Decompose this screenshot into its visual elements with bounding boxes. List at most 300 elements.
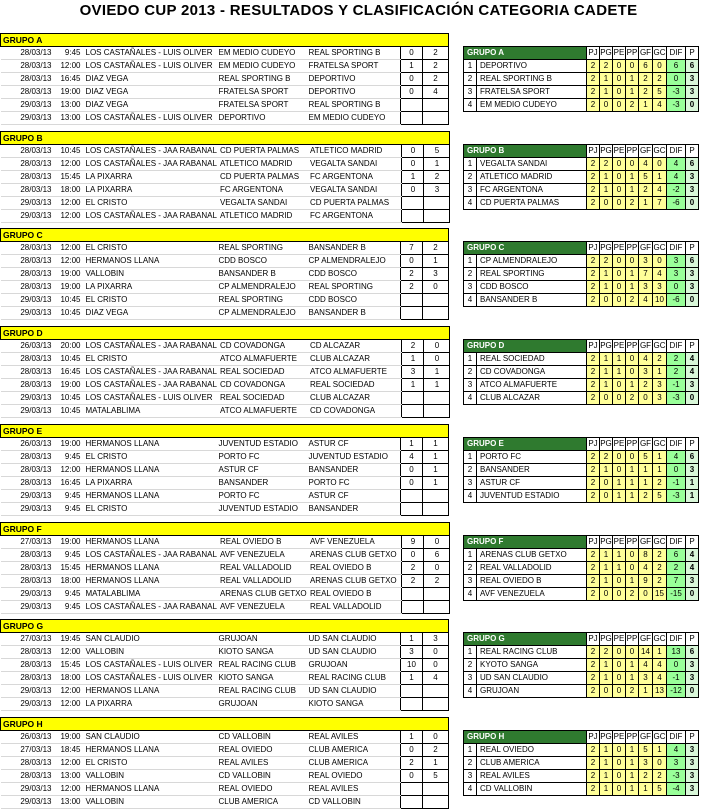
- away-score: 0: [423, 281, 449, 294]
- away-team: ASTUR CF: [306, 437, 401, 450]
- away-score: [423, 502, 449, 515]
- match-row: [1, 73, 449, 86]
- stat-pp: 1: [626, 672, 639, 685]
- home-score: 3: [401, 646, 423, 659]
- stat-dif: -3: [667, 99, 686, 112]
- stat-pj: 2: [587, 366, 600, 379]
- match-time: 15:45: [55, 170, 83, 183]
- stat-header: P: [686, 535, 699, 548]
- away-team: REAL RACING CLUB: [306, 672, 401, 685]
- standing-team: DEPORTIVO: [477, 60, 587, 73]
- match-row: [1, 463, 449, 476]
- home-score: 1: [402, 170, 424, 183]
- home-score: 1: [401, 730, 423, 743]
- match-time: 20:00: [55, 340, 83, 353]
- match-date: 28/03/13: [1, 183, 55, 196]
- stat-gc: 2: [653, 353, 667, 366]
- stat-pj: 2: [587, 255, 600, 268]
- stat-pp: 0: [626, 255, 639, 268]
- stat-header: PG: [600, 633, 613, 646]
- match-row: [1, 281, 449, 294]
- stat-p: 3: [686, 574, 699, 587]
- stat-header: PG: [600, 340, 613, 353]
- stat-gc: 1: [653, 170, 667, 183]
- standing-rank: 1: [464, 450, 477, 463]
- away-score: 0: [423, 659, 449, 672]
- match-date: 26/03/13: [1, 437, 55, 450]
- stat-gc: 5: [653, 782, 667, 795]
- stat-pe: 0: [613, 281, 626, 294]
- stat-pj: 2: [587, 353, 600, 366]
- home-team: GRUJOAN: [216, 633, 306, 646]
- match-date: 26/03/13: [1, 730, 55, 743]
- standing-row: [464, 587, 699, 600]
- stat-pp: 1: [626, 86, 639, 99]
- stat-dif: -3: [667, 489, 686, 502]
- away-team: ATLETICO MADRID: [307, 144, 402, 157]
- away-score: 3: [423, 268, 449, 281]
- stat-pe: 0: [613, 587, 626, 600]
- stat-pj: 2: [587, 476, 600, 489]
- group-header: GRUPO E: [1, 424, 449, 437]
- stat-pj: 2: [587, 574, 600, 587]
- match-row: [1, 353, 450, 366]
- stat-p: 1: [686, 476, 699, 489]
- home-team: REAL OVIEDO: [216, 743, 306, 756]
- home-team: CP ALMENDRALEJO: [216, 307, 306, 320]
- stat-header: GC: [653, 535, 667, 548]
- home-team: EM MEDIO CUDEYO: [216, 60, 306, 73]
- away-team: UD SAN CLAUDIO: [306, 633, 401, 646]
- match-row: [1, 574, 450, 587]
- match-row: [1, 366, 450, 379]
- away-score: [423, 99, 449, 112]
- match-venue: SAN CLAUDIO: [83, 730, 216, 743]
- match-table: [0, 131, 450, 223]
- stat-dif: -3: [667, 392, 686, 405]
- match-time: 9:45: [55, 548, 83, 561]
- stat-gf: 1: [639, 476, 653, 489]
- match-venue: HERMANOS LLANA: [83, 782, 216, 795]
- match-date: 29/03/13: [1, 502, 55, 515]
- match-table: [0, 717, 449, 809]
- stat-header: PE: [613, 437, 626, 450]
- standing-row: [464, 99, 699, 112]
- home-team: REAL RACING CLUB: [216, 685, 306, 698]
- stat-dif: 2: [667, 366, 686, 379]
- stat-gc: 2: [653, 769, 667, 782]
- match-time: 9:45: [55, 450, 83, 463]
- standing-row: [464, 685, 699, 698]
- stat-gc: 1: [653, 463, 667, 476]
- home-team: REAL SPORTING: [216, 242, 306, 255]
- stat-gf: 5: [639, 170, 653, 183]
- match-venue: LOS CASTAÑALES - LUIS OLIVER: [83, 47, 216, 60]
- home-score: 9: [402, 535, 424, 548]
- stat-header: GF: [639, 47, 653, 60]
- match-row: [1, 535, 450, 548]
- stat-header: PP: [626, 535, 639, 548]
- stat-dif: -15: [667, 587, 686, 600]
- home-team: REAL AVILES: [216, 756, 306, 769]
- match-venue: HERMANOS LLANA: [83, 437, 216, 450]
- away-team: EM MEDIO CUDEYO: [306, 112, 401, 125]
- stat-pp: 0: [626, 646, 639, 659]
- match-row: [1, 112, 449, 125]
- stat-p: 3: [686, 379, 699, 392]
- stat-gf: 1: [639, 685, 653, 698]
- away-score: 1: [423, 463, 449, 476]
- stat-dif: -2: [667, 183, 686, 196]
- stat-gf: 3: [639, 281, 653, 294]
- stat-header: PP: [626, 144, 639, 157]
- stat-dif: 0: [667, 463, 686, 476]
- stat-gf: 2: [639, 489, 653, 502]
- stat-gc: 2: [653, 476, 667, 489]
- match-time: 12:00: [55, 196, 83, 209]
- home-team: CD COVADONGA: [217, 340, 307, 353]
- standings-group-name: GRUPO C: [464, 242, 587, 255]
- home-score: 2: [401, 281, 423, 294]
- stat-dif: -1: [667, 476, 686, 489]
- stat-p: 6: [686, 255, 699, 268]
- stat-gf: 2: [639, 769, 653, 782]
- standing-rank: 2: [464, 170, 477, 183]
- standing-rank: 2: [464, 463, 477, 476]
- stat-gf: 6: [639, 60, 653, 73]
- match-date: 28/03/13: [1, 366, 55, 379]
- away-score: 2: [423, 242, 449, 255]
- match-row: [1, 437, 449, 450]
- stat-pp: 1: [626, 268, 639, 281]
- match-date: 29/03/13: [1, 587, 55, 600]
- match-date: 29/03/13: [1, 795, 55, 808]
- stat-gc: 5: [653, 489, 667, 502]
- stat-header: PJ: [587, 242, 600, 255]
- stat-pj: 2: [587, 463, 600, 476]
- stat-header: PE: [613, 535, 626, 548]
- home-score: [402, 209, 424, 222]
- standing-team: GRUJOAN: [477, 685, 587, 698]
- stat-pe: 0: [613, 463, 626, 476]
- stat-pe: 0: [613, 756, 626, 769]
- stat-gf: 3: [639, 756, 653, 769]
- stat-gf: 9: [639, 574, 653, 587]
- stat-pe: 0: [613, 574, 626, 587]
- standing-rank: 2: [464, 268, 477, 281]
- stat-header: PE: [613, 242, 626, 255]
- stat-header: GF: [639, 340, 653, 353]
- standing-team: CLUB AMERICA: [477, 756, 587, 769]
- match-date: 28/03/13: [1, 379, 55, 392]
- away-team: UD SAN CLAUDIO: [306, 646, 401, 659]
- standing-rank: 2: [464, 561, 477, 574]
- match-row: [1, 144, 450, 157]
- match-date: 28/03/13: [1, 646, 55, 659]
- match-row: [1, 450, 449, 463]
- stat-pp: 0: [626, 157, 639, 170]
- standing-rank: 4: [464, 587, 477, 600]
- match-row: [1, 600, 450, 613]
- stat-pe: 0: [613, 73, 626, 86]
- home-score: [401, 795, 423, 808]
- stat-pp: 0: [626, 353, 639, 366]
- standing-row: [464, 450, 699, 463]
- stat-header: DIF: [667, 633, 686, 646]
- stat-header: P: [686, 242, 699, 255]
- stat-pj: 2: [587, 392, 600, 405]
- match-venue: LOS CASTAÑALES - JAA RABANAL: [83, 144, 217, 157]
- match-row: [1, 743, 449, 756]
- match-venue: LOS CASTAÑALES - LUIS OLIVER: [83, 672, 216, 685]
- match-row: [1, 294, 449, 307]
- stat-header: GF: [639, 144, 653, 157]
- home-score: 1: [402, 379, 424, 392]
- standing-team: CD COVADONGA: [477, 366, 587, 379]
- home-team: CDD BOSCO: [216, 255, 306, 268]
- stat-gf: 1: [639, 99, 653, 112]
- match-date: 29/03/13: [1, 196, 55, 209]
- match-row: [1, 170, 450, 183]
- stat-pj: 2: [587, 769, 600, 782]
- home-team: GRUJOAN: [216, 698, 306, 711]
- standing-rank: 2: [464, 659, 477, 672]
- match-venue: HERMANOS LLANA: [83, 255, 216, 268]
- away-team: PORTO FC: [306, 476, 401, 489]
- stat-header: GF: [639, 535, 653, 548]
- home-team: BANSANDER: [216, 476, 306, 489]
- stat-p: 0: [686, 99, 699, 112]
- match-row: [1, 633, 449, 646]
- match-time: 19:45: [55, 633, 83, 646]
- away-score: 1: [424, 379, 450, 392]
- home-team: REAL SPORTING B: [216, 73, 306, 86]
- match-row: [1, 405, 450, 418]
- away-team: REAL SPORTING: [306, 281, 401, 294]
- home-score: 0: [401, 255, 423, 268]
- match-row: [1, 548, 450, 561]
- stat-header: PJ: [587, 535, 600, 548]
- stat-header: PJ: [587, 47, 600, 60]
- match-date: 28/03/13: [1, 86, 55, 99]
- match-time: 9:45: [55, 600, 83, 613]
- match-venue: SAN CLAUDIO: [83, 633, 216, 646]
- stat-gf: 1: [639, 196, 653, 209]
- match-table: [0, 326, 450, 418]
- away-team: BANSANDER: [306, 463, 401, 476]
- away-score: 2: [423, 60, 449, 73]
- match-row: [1, 659, 449, 672]
- standing-rank: 4: [464, 782, 477, 795]
- match-time: 19:00: [55, 535, 83, 548]
- stat-pe: 1: [613, 353, 626, 366]
- stat-pg: 2: [600, 646, 613, 659]
- match-venue: EL CRISTO: [83, 294, 216, 307]
- match-venue: HERMANOS LLANA: [83, 685, 216, 698]
- stat-pe: 0: [613, 268, 626, 281]
- match-row: [1, 646, 449, 659]
- home-team: JUVENTUD ESTADIO: [216, 437, 306, 450]
- standing-row: [464, 476, 699, 489]
- standing-team: BANSANDER B: [477, 294, 587, 307]
- match-date: 29/03/13: [1, 112, 55, 125]
- stat-header: PP: [626, 340, 639, 353]
- match-time: 10:45: [55, 405, 83, 418]
- match-date: 28/03/13: [1, 574, 55, 587]
- group-header: GRUPO A: [1, 34, 449, 47]
- standing-rank: 4: [464, 685, 477, 698]
- match-date: 28/03/13: [1, 47, 55, 60]
- home-score: [402, 392, 424, 405]
- match-time: 12:00: [55, 685, 83, 698]
- stat-pg: 0: [600, 587, 613, 600]
- standing-team: ASTUR CF: [477, 476, 587, 489]
- stat-pp: 1: [626, 170, 639, 183]
- away-team: REAL SOCIEDAD: [307, 379, 402, 392]
- away-score: 0: [424, 353, 450, 366]
- match-venue: LOS CASTAÑALES - JAA RABANAL: [83, 379, 217, 392]
- match-time: 13:00: [55, 769, 83, 782]
- home-score: [402, 405, 424, 418]
- match-time: 19:00: [55, 730, 83, 743]
- match-time: 19:00: [55, 268, 83, 281]
- match-time: 9:45: [55, 587, 83, 600]
- stat-header: GF: [639, 633, 653, 646]
- stat-header: GF: [639, 437, 653, 450]
- match-venue: LA PIXARRA: [83, 476, 216, 489]
- stat-pj: 2: [587, 450, 600, 463]
- away-score: 0: [424, 561, 450, 574]
- stat-header: PJ: [587, 144, 600, 157]
- home-score: [402, 600, 424, 613]
- away-team: AVF VENEZUELA: [307, 535, 402, 548]
- away-team: CLUB ALCAZAR: [307, 392, 402, 405]
- stat-pg: 0: [600, 476, 613, 489]
- away-score: 1: [424, 366, 450, 379]
- match-table: [0, 33, 449, 125]
- home-score: 0: [402, 183, 424, 196]
- away-team: BANSANDER B: [306, 242, 401, 255]
- match-time: 16:45: [55, 73, 83, 86]
- stat-pg: 1: [600, 769, 613, 782]
- stat-pp: 1: [626, 463, 639, 476]
- match-date: 28/03/13: [1, 144, 55, 157]
- stat-pg: 1: [600, 756, 613, 769]
- stat-gc: 1: [653, 743, 667, 756]
- standing-team: REAL OVIEDO: [477, 743, 587, 756]
- match-venue: LOS CASTAÑALES - JAA RABANAL: [83, 157, 217, 170]
- stat-p: 6: [686, 646, 699, 659]
- group-header: GRUPO C: [1, 229, 449, 242]
- home-score: 2: [402, 574, 424, 587]
- match-venue: VALLOBIN: [83, 795, 216, 808]
- stat-dif: -12: [667, 685, 686, 698]
- match-date: 27/03/13: [1, 535, 55, 548]
- standing-rank: 3: [464, 476, 477, 489]
- stat-gc: 2: [653, 574, 667, 587]
- match-date: 28/03/13: [1, 450, 55, 463]
- stat-pe: 0: [613, 183, 626, 196]
- standing-team: FC ARGENTONA: [477, 183, 587, 196]
- home-score: 0: [402, 157, 424, 170]
- stat-dif: 7: [667, 574, 686, 587]
- match-row: [1, 157, 450, 170]
- home-score: 0: [401, 73, 423, 86]
- stat-pe: 0: [613, 646, 626, 659]
- standing-team: VEGALTA SANDAI: [477, 157, 587, 170]
- stat-p: 6: [686, 450, 699, 463]
- stat-pp: 2: [626, 99, 639, 112]
- away-score: 4: [423, 672, 449, 685]
- match-row: [1, 392, 450, 405]
- group-header: GRUPO D: [1, 327, 450, 340]
- stat-pg: 1: [600, 183, 613, 196]
- stat-pj: 2: [587, 86, 600, 99]
- standings-table: [463, 437, 699, 503]
- home-team: ATLETICO MADRID: [217, 157, 307, 170]
- match-venue: EL CRISTO: [83, 242, 216, 255]
- away-score: 5: [423, 769, 449, 782]
- home-team: ATCO ALMAFUERTE: [217, 405, 307, 418]
- stat-gc: 4: [653, 99, 667, 112]
- stat-gf: 0: [639, 587, 653, 600]
- match-date: 29/03/13: [1, 685, 55, 698]
- stat-p: 3: [686, 463, 699, 476]
- standing-rank: 4: [464, 489, 477, 502]
- standing-row: [464, 196, 699, 209]
- home-team: FC ARGENTONA: [217, 183, 307, 196]
- stat-pg: 1: [600, 574, 613, 587]
- match-time: 16:45: [55, 366, 83, 379]
- stat-p: 0: [686, 392, 699, 405]
- match-row: [1, 379, 450, 392]
- stat-pe: 0: [613, 157, 626, 170]
- away-team: DEPORTIVO: [306, 73, 401, 86]
- home-team: ATCO ALMAFUERTE: [217, 353, 307, 366]
- standing-row: [464, 646, 699, 659]
- match-row: [1, 769, 449, 782]
- standing-row: [464, 769, 699, 782]
- match-time: 12:00: [55, 646, 83, 659]
- stat-pp: 0: [626, 561, 639, 574]
- away-team: FC ARGENTONA: [307, 209, 402, 222]
- stat-pp: 1: [626, 379, 639, 392]
- standing-rank: 2: [464, 73, 477, 86]
- match-row: [1, 685, 449, 698]
- stat-gf: 14: [639, 646, 653, 659]
- away-score: 2: [423, 47, 449, 60]
- stat-pe: 1: [613, 561, 626, 574]
- standing-team: ATLETICO MADRID: [477, 170, 587, 183]
- standing-row: [464, 157, 699, 170]
- standings-group-name: GRUPO G: [464, 633, 587, 646]
- stat-pe: 0: [613, 255, 626, 268]
- match-time: 12:00: [55, 463, 83, 476]
- home-score: 1: [401, 60, 423, 73]
- stat-pe: 1: [613, 366, 626, 379]
- stat-header: DIF: [667, 340, 686, 353]
- home-score: 7: [401, 242, 423, 255]
- stat-header: PJ: [587, 340, 600, 353]
- match-time: 13:00: [55, 99, 83, 112]
- standing-rank: 4: [464, 99, 477, 112]
- match-venue: LA PIXARRA: [83, 183, 217, 196]
- standing-team: REAL SPORTING: [477, 268, 587, 281]
- stat-header: PP: [626, 437, 639, 450]
- match-date: 29/03/13: [1, 99, 55, 112]
- stat-pg: 1: [600, 463, 613, 476]
- stat-header: DIF: [667, 47, 686, 60]
